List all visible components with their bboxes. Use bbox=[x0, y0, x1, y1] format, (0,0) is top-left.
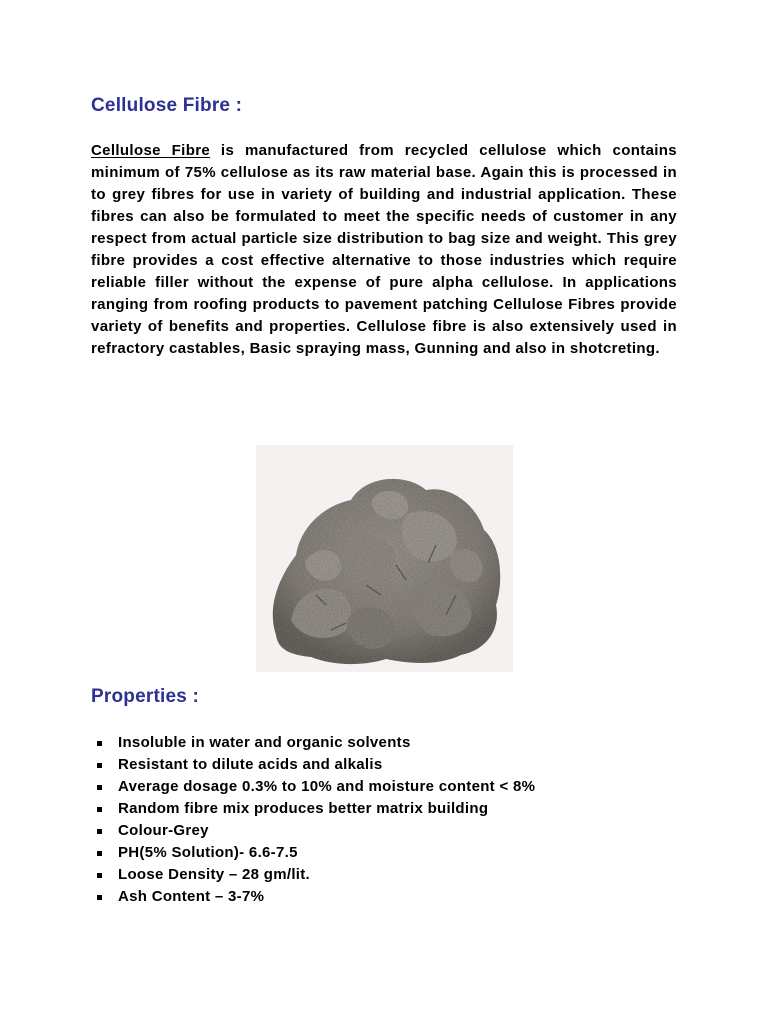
property-text: Colour-Grey bbox=[118, 822, 209, 839]
intro-paragraph bbox=[91, 140, 677, 360]
list-item bbox=[91, 864, 535, 886]
bullet-icon bbox=[97, 763, 102, 768]
bullet-icon bbox=[97, 873, 102, 878]
list-item bbox=[91, 842, 535, 864]
property-text: Insoluble in water and organic solvents bbox=[118, 734, 411, 751]
fibre-pile-image bbox=[256, 445, 513, 672]
property-text: Ash Content – 3-7% bbox=[118, 888, 265, 905]
bullet-icon bbox=[97, 785, 102, 790]
bullet-icon bbox=[97, 895, 102, 900]
cellulose-fibre-term: Cellulose Fibre bbox=[91, 142, 211, 159]
property-text: Average dosage 0.3% to 10% and moisture content < 8% bbox=[118, 778, 536, 795]
list-item bbox=[91, 754, 535, 776]
section-heading-cellulose-fibre: Cellulose Fibre : bbox=[91, 95, 243, 116]
property-text: Resistant to dilute acids and alkalis bbox=[118, 756, 383, 773]
list-item bbox=[91, 732, 535, 754]
bullet-icon bbox=[97, 851, 102, 856]
section-heading-properties: Properties : bbox=[91, 686, 199, 707]
list-item bbox=[91, 798, 535, 820]
intro-body-text: is manufactured from recycled cellulose which contains minimum of 75% cellulose as its raw material base. Again this is processed in to grey fibres for use in variety of building and industrial application. These fibres can also be formulated to meet the specific needs of customer in any respect from actual particle size distribution to bag size and weight. This grey fibre provides a cost effective alternative to those industries which require reliable filler without the expense of pure alpha cellulose. In applications ranging from roofing products to pavement patching Cellulose Fibres provide variety of benefits and properties. Cellulose fibre is also extensively used in refractory castables, Basic spraying mass, Gunning and also in shotcreting. bbox=[91, 142, 677, 357]
bullet-icon bbox=[97, 807, 102, 812]
properties-list bbox=[91, 732, 535, 908]
bullet-icon bbox=[97, 829, 102, 834]
property-text: Random fibre mix produces better matrix building bbox=[118, 800, 489, 817]
bullet-icon bbox=[97, 741, 102, 746]
property-text: PH(5% Solution)- 6.6-7.5 bbox=[118, 844, 298, 861]
cellulose-fibre-photo bbox=[256, 445, 513, 672]
property-text: Loose Density – 28 gm/lit. bbox=[118, 866, 311, 883]
list-item bbox=[91, 886, 535, 908]
list-item bbox=[91, 776, 535, 798]
list-item bbox=[91, 820, 535, 842]
